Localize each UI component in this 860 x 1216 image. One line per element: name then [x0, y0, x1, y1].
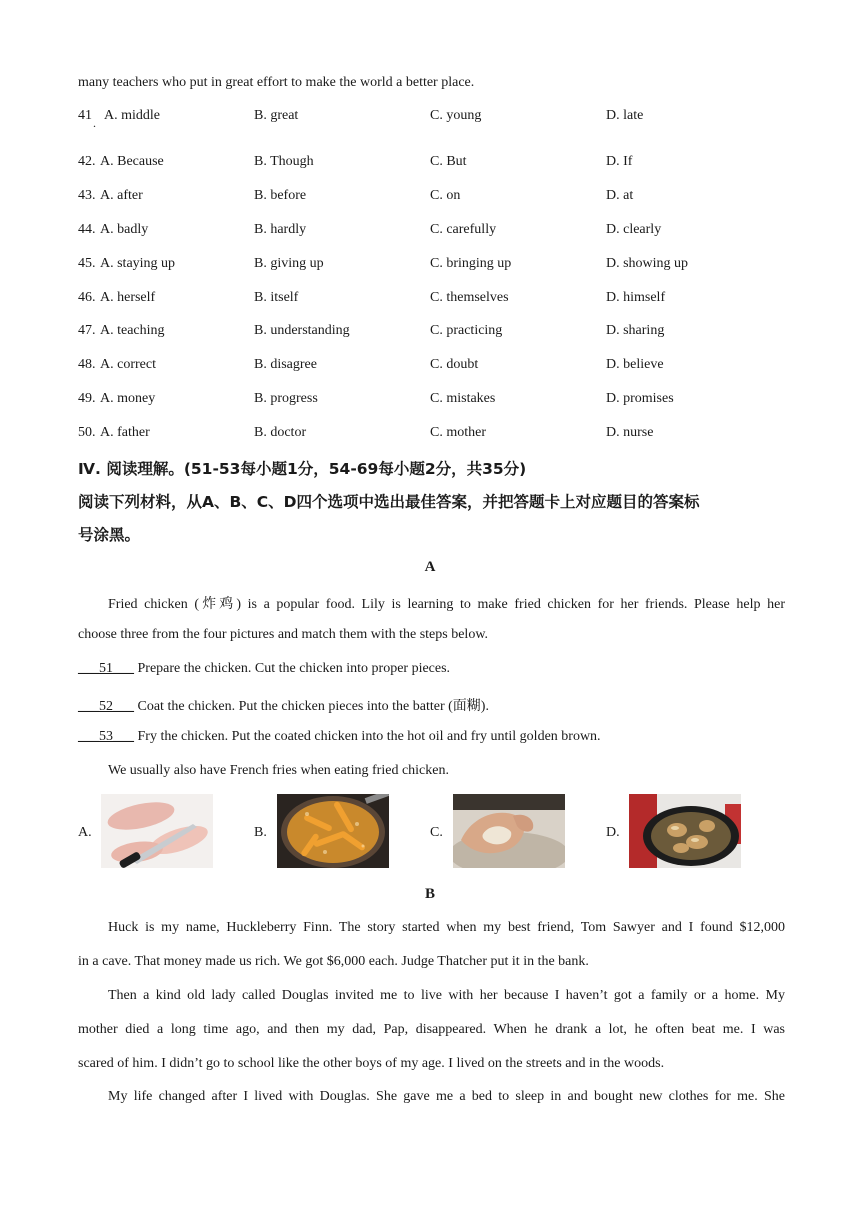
- option-47-c: C. practicing: [430, 323, 503, 338]
- question-49-number: 49.: [78, 391, 96, 406]
- option-41-d: D. late: [606, 108, 644, 123]
- passage-b-p1-line-1: Huck is my name, Huckleberry Finn. The story started when my best friend, Tom Sawyer and I found $12,000: [108, 920, 785, 935]
- section-4-instruction-line-1: 阅读下列材料，从A、B、C、D四个选项中选出最佳答案，并把答题卡上对应题目的答案标: [78, 493, 700, 511]
- option-43-c: C. on: [430, 188, 461, 203]
- option-49-c: C. mistakes: [430, 391, 496, 406]
- option-44-d: D. clearly: [606, 222, 662, 237]
- option-49-a: A. money: [100, 391, 156, 406]
- step-52: [78, 695, 489, 715]
- option-43-a: A. after: [100, 188, 143, 203]
- option-42-b: B. Though: [254, 154, 314, 169]
- option-44-a: A. badly: [100, 222, 149, 237]
- answer-blank-53[interactable]: ___53___: [78, 729, 134, 744]
- option-48-a: A. correct: [100, 357, 156, 372]
- option-48-d: D. believe: [606, 357, 664, 372]
- step-52-text: Coat the chicken. Put the chicken pieces into the batter (面糊).: [134, 699, 489, 714]
- passage-b-p1-line-2: in a cave. That money made us rich. We got $6,000 each. Judge Thatcher put it in the bank.: [78, 954, 589, 969]
- passage-b-p2-line-2: mother died a long time ago, and then my dad, Pap, disappeared. When he drank a lot, he often beat me. I was: [78, 1022, 785, 1037]
- picture-a-label: A.: [78, 825, 92, 840]
- answer-blank-52[interactable]: ___52___: [78, 699, 134, 714]
- option-50-c: C. mother: [430, 425, 486, 440]
- coating-chicken-photo-icon: [453, 794, 565, 868]
- option-43-b: B. before: [254, 188, 307, 203]
- step-53: [78, 729, 601, 745]
- option-46-c: C. themselves: [430, 290, 509, 305]
- option-44-c: C. carefully: [430, 222, 497, 237]
- option-50-d: D. nurse: [606, 425, 654, 440]
- option-41-b: B. great: [254, 108, 299, 123]
- option-46-a: A. herself: [100, 290, 156, 305]
- question-42-number: 42.: [78, 154, 96, 169]
- option-49-b: B. progress: [254, 391, 318, 406]
- answer-blank-51[interactable]: ___51___: [78, 661, 134, 676]
- passage-a-paragraph-line-2: choose three from the four pictures and match them with the steps below.: [78, 627, 489, 642]
- option-47-a: A. teaching: [100, 323, 165, 338]
- option-41-c: C. young: [430, 108, 482, 123]
- question-50-number: 50.: [78, 425, 96, 440]
- step-51-text: Prepare the chicken. Cut the chicken into proper pieces.: [134, 661, 451, 676]
- option-48-b: B. disagree: [254, 357, 317, 372]
- question-41-dot: .: [93, 116, 96, 130]
- picture-c-label: C.: [430, 825, 443, 840]
- step-51: [78, 661, 450, 677]
- question-41-number: 41: [78, 108, 92, 123]
- option-49-d: D. promises: [606, 391, 674, 406]
- step-53-text: Fry the chicken. Put the coated chicken into the hot oil and fry until golden brown.: [134, 729, 601, 744]
- option-46-d: D. himself: [606, 290, 666, 305]
- section-4-instruction-line-2: 号涂黑。: [78, 526, 141, 544]
- option-46-b: B. itself: [254, 290, 299, 305]
- option-50-a: A. father: [100, 425, 150, 440]
- french-fries-frying-photo-icon: [277, 794, 389, 868]
- chicken-in-pot-photo-icon: [629, 794, 741, 868]
- passage-a-paragraph-line-1: Fried chicken (炸鸡) is a popular food. Lily is learning to make fried chicken for her friends. Please help her: [108, 597, 785, 612]
- option-47-d: D. sharing: [606, 323, 665, 338]
- question-45-number: 45.: [78, 256, 96, 271]
- option-41-a: A. middle: [104, 108, 160, 123]
- section-4-heading: Ⅳ. 阅读理解。(51-53每小题1分，54-69每小题2分，共35分): [78, 460, 527, 478]
- option-43-d: D. at: [606, 188, 634, 203]
- passage-b-p3-line-1: My life changed after I lived with Douglas. She gave me a bed to sleep in and bought new clothes for me. She: [108, 1089, 785, 1104]
- picture-b-label: B.: [254, 825, 267, 840]
- passage-b-p2-line-3: scared of him. I didn’t go to school like the other boys of my age. I lived on the streets and in the woods.: [78, 1056, 665, 1071]
- question-46-number: 46.: [78, 290, 96, 305]
- passage-b-p2-line-1: Then a kind old lady called Douglas invited me to live with her because I haven’t got a family or a home. My: [108, 988, 785, 1003]
- option-47-b: B. understanding: [254, 323, 350, 338]
- passage-b-title: B: [424, 886, 435, 902]
- option-45-d: D. showing up: [606, 256, 689, 271]
- option-45-c: C. bringing up: [430, 256, 512, 271]
- passage-a-title: A: [424, 559, 436, 575]
- option-42-d: D. If: [606, 154, 633, 169]
- option-50-b: B. doctor: [254, 425, 307, 440]
- option-45-b: B. giving up: [254, 256, 324, 271]
- picture-d-label: D.: [606, 825, 620, 840]
- passage-a-closing: We usually also have French fries when eating fried chicken.: [108, 763, 449, 778]
- question-48-number: 48.: [78, 357, 96, 372]
- option-42-c: C. But: [430, 154, 467, 169]
- question-43-number: 43.: [78, 188, 96, 203]
- passage-tail-line: many teachers who put in great effort to make the world a better place.: [78, 75, 475, 90]
- option-45-a: A. staying up: [100, 256, 176, 271]
- option-48-c: C. doubt: [430, 357, 479, 372]
- option-44-b: B. hardly: [254, 222, 307, 237]
- question-47-number: 47.: [78, 323, 96, 338]
- cutting-chicken-photo-icon: [101, 794, 213, 868]
- option-42-a: A. Because: [100, 154, 164, 169]
- question-44-number: 44.: [78, 222, 96, 237]
